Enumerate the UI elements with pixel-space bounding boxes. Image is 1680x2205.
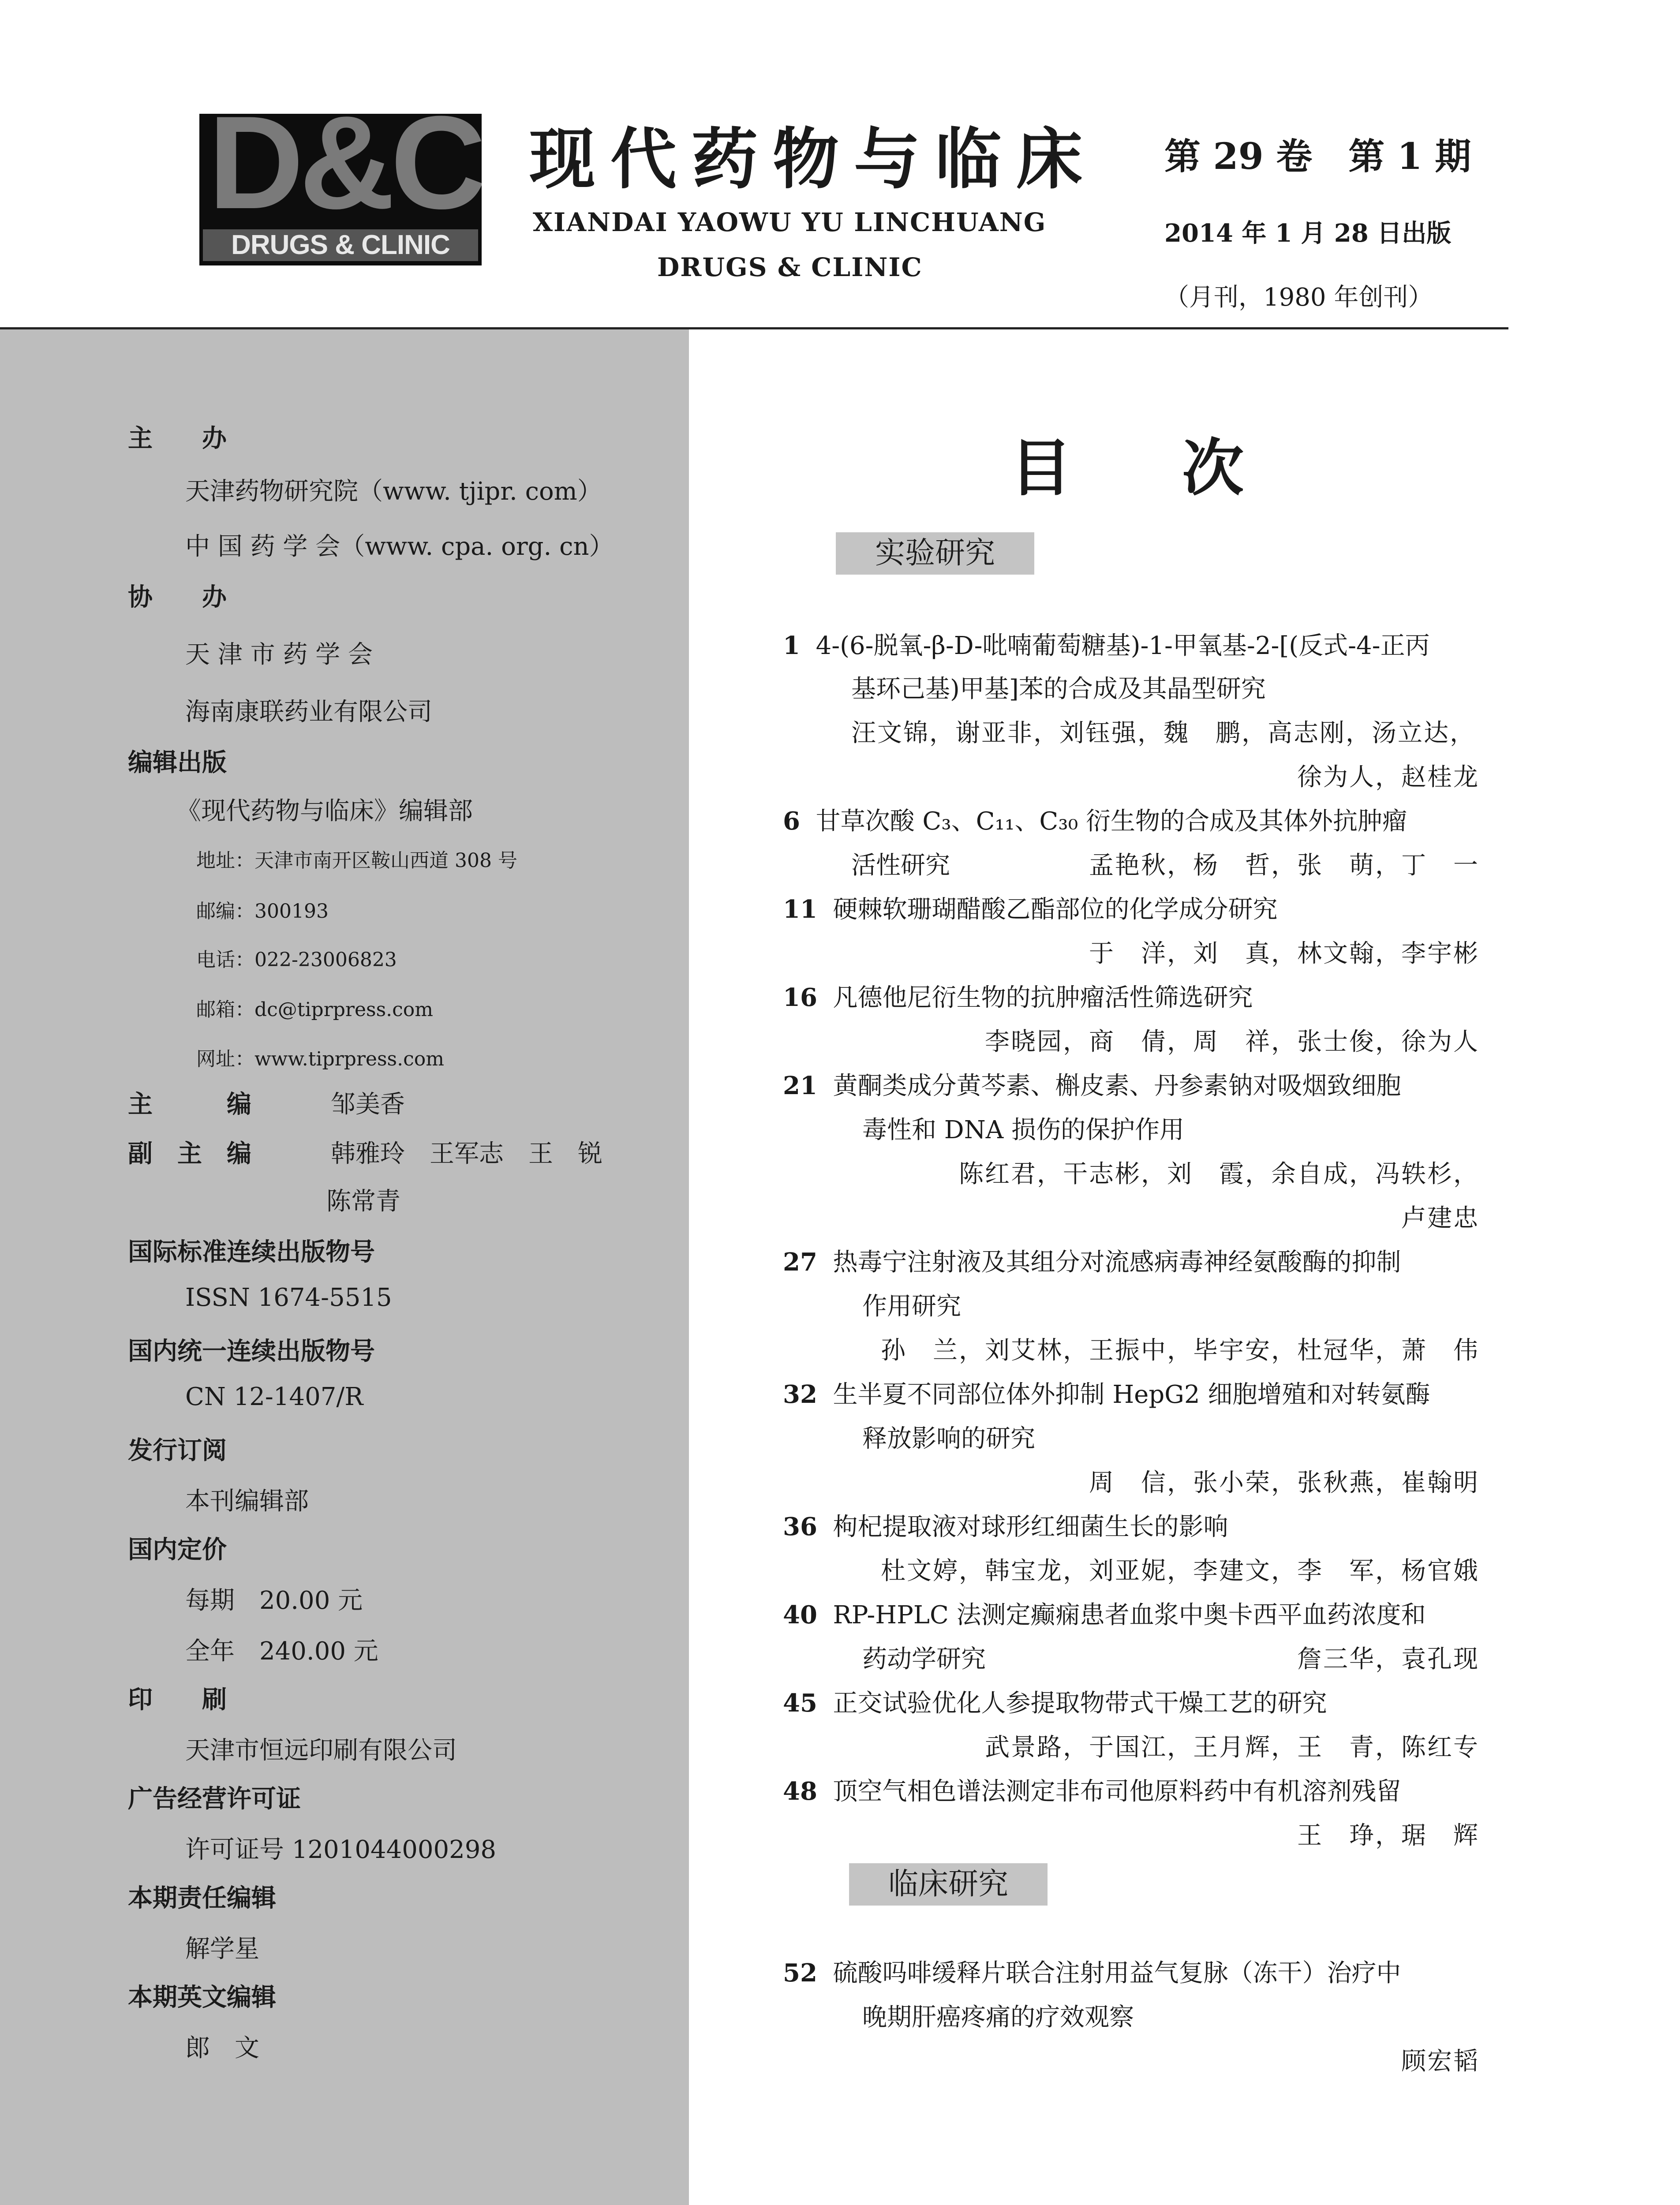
- toc-entry-authors: 孟艳秋，杨 哲，张 萌，丁 一: [1089, 851, 1479, 880]
- page-number: 21: [783, 1071, 817, 1100]
- deputy-editor-value-1: 韩雅玲 王军志 王 锐: [331, 1140, 602, 1168]
- page-number: 52: [783, 1958, 817, 1988]
- responsible-editor-label: 本期责任编辑: [128, 1884, 276, 1913]
- issn-label: 国际标准连续出版物号: [128, 1238, 375, 1267]
- toc-entry-authors: 周 信，张小荣，张秋燕，崔翰明: [1089, 1469, 1479, 1497]
- page-number: 40: [783, 1600, 817, 1629]
- toc-entry-title-cont: 释放影响的研究: [862, 1424, 1035, 1453]
- page-number: 27: [783, 1248, 817, 1277]
- issn-value: ISSN 1674-5515: [185, 1283, 392, 1312]
- toc-entry-title[interactable]: 36 枸杞提取液对球形红细菌生长的影响: [783, 1512, 1228, 1541]
- responsible-editor-value: 解学星: [185, 1935, 259, 1963]
- deputy-editor-label: 副 主 编: [128, 1140, 251, 1168]
- logo-mark: D&C: [208, 114, 482, 224]
- toc-entry-authors: 武景路，于国江，王月辉，王 青，陈红专: [985, 1733, 1479, 1762]
- toc-entry-title[interactable]: 6 甘草次酸 C₃、C₁₁、C₃₀ 衍生物的合成及其体外抗肿瘤: [783, 807, 1407, 836]
- toc-entry-title-cont: 药动学研究: [862, 1645, 986, 1674]
- page-number: 11: [783, 895, 817, 924]
- volume-issue: 第 29 卷 第 1 期: [1164, 135, 1471, 178]
- toc-entry-title-cont: 基环己基)甲基]苯的合成及其晶型研究: [851, 675, 1266, 703]
- toc-entry-authors: 杜文婷，韩宝龙，刘亚妮，李建文，李 军，杨官娥: [881, 1557, 1479, 1585]
- phone: 电话：022-23006823: [196, 949, 397, 971]
- postcode: 邮编：300193: [196, 900, 329, 923]
- journal-title-cn: 现代药物与临床: [529, 120, 1098, 198]
- toc-entry-authors: 孙 兰，刘艾林，王振中，毕宇安，杜冠华，萧 伟: [881, 1336, 1479, 1365]
- co-sponsor-1: 天 津 市 药 学 会: [185, 640, 373, 669]
- ad-license-value: 许可证号 1201044000298: [185, 1835, 496, 1864]
- toc-entry-title-cont: 作用研究: [862, 1292, 961, 1321]
- toc-entry-authors: 王 琤，琚 辉: [1297, 1821, 1479, 1850]
- toc-entry-title[interactable]: 21 黄酮类成分黄芩素、槲皮素、丹参素钠对吸烟致细胞: [783, 1071, 1401, 1100]
- price-per-issue: 每期 20.00 元: [185, 1586, 363, 1615]
- distribution-value: 本刊编辑部: [185, 1487, 309, 1516]
- page-number: 48: [783, 1777, 817, 1806]
- toc-entry-authors-cont: 徐为人，赵桂龙: [1297, 763, 1479, 792]
- toc-entry-title[interactable]: 52 硫酸吗啡缓释片联合注射用益气复脉（冻干）治疗中: [783, 1958, 1401, 1988]
- sponsor-1: 天津药物研究院（www. tjipr. com）: [185, 477, 602, 506]
- printing-label: 印 刷: [128, 1686, 227, 1714]
- section-experimental: 实验研究: [836, 532, 1034, 575]
- english-editor-value: 郎 文: [185, 2034, 259, 2063]
- toc-entry-authors: 陈红君，干志彬，刘 霞，余自成，冯轶杉，: [959, 1160, 1479, 1188]
- page-number: 36: [783, 1512, 817, 1541]
- toc-entry-title[interactable]: 16 凡德他尼衍生物的抗肿瘤活性筛选研究: [783, 983, 1253, 1012]
- address: 地址：天津市南开区鞍山西道 308 号: [196, 849, 517, 872]
- toc-entry-title-cont: 活性研究: [851, 851, 950, 880]
- toc-entry-title[interactable]: 27 热毒宁注射液及其组分对流感病毒神经氨酸酶的抑制: [783, 1248, 1401, 1277]
- toc-entry-authors: 于 洋，刘 真，林文翰，李宇彬: [1089, 939, 1479, 968]
- page-number: 1: [783, 631, 800, 660]
- publication-date: 2014 年 1 月 28 日出版: [1164, 219, 1452, 248]
- toc-entry-title[interactable]: 45 正交试验优化人参提取物带式干燥工艺的研究: [783, 1689, 1327, 1718]
- co-sponsor-2: 海南康联药业有限公司: [185, 698, 432, 726]
- toc-entry-title-cont: 晚期肝癌疼痛的疗效观察: [862, 2003, 1134, 2032]
- toc-entry-title[interactable]: 32 生半夏不同部位体外抑制 HepG2 细胞增殖和对转氨酶: [783, 1380, 1430, 1409]
- distribution-label: 发行订阅: [128, 1436, 227, 1465]
- printing-value: 天津市恒远印刷有限公司: [185, 1736, 457, 1765]
- editor-publisher-label: 编辑出版: [128, 748, 227, 777]
- chief-editor-value: 邹美香: [331, 1090, 405, 1119]
- toc-entry-authors-cont: 卢建忠: [1401, 1204, 1479, 1233]
- toc-entry-authors: 李晓园，商 倩，周 祥，张士俊，徐为人: [985, 1028, 1479, 1056]
- editor-publisher-value: 《现代药物与临床》编辑部: [176, 797, 473, 826]
- price-label: 国内定价: [128, 1536, 227, 1564]
- email: 邮箱：dc@tiprpress.com: [196, 998, 434, 1021]
- toc-entry-authors: 詹三华，袁孔现: [1297, 1645, 1479, 1674]
- deputy-editor-value-2: 陈常青: [326, 1187, 400, 1216]
- cn-value: CN 12-1407/R: [185, 1383, 363, 1411]
- co-sponsor-label: 协 办: [128, 583, 227, 612]
- toc-entry-title[interactable]: 11 硬棘软珊瑚醋酸乙酯部位的化学成分研究: [783, 895, 1278, 924]
- section-clinical: 临床研究: [849, 1863, 1048, 1906]
- ad-license-label: 广告经营许可证: [128, 1785, 301, 1813]
- logo-caption: DRUGS & CLINIC: [203, 229, 478, 261]
- toc-entry-title[interactable]: 1 4-(6-脱氧-β-D-吡喃葡萄糖基)-1-甲氧基-2-[(反式-4-正丙: [783, 631, 1430, 660]
- founded-note: （月刊，1980 年创刊）: [1164, 283, 1433, 312]
- price-per-year: 全年 240.00 元: [185, 1637, 378, 1666]
- journal-title-pinyin: XIANDAI YAOWU YU LINCHUANG: [533, 207, 1047, 237]
- toc-entry-title-cont: 毒性和 DNA 损伤的保护作用: [862, 1116, 1184, 1144]
- page-number: 45: [783, 1689, 817, 1718]
- english-editor-label: 本期英文编辑: [128, 1983, 276, 2012]
- page-number: 32: [783, 1380, 817, 1409]
- toc-entry-authors: 顾宏韬: [1401, 2047, 1479, 2076]
- journal-logo: [199, 114, 482, 265]
- sponsor-2: 中 国 药 学 会（www. cpa. org. cn）: [185, 532, 614, 561]
- page-number: 16: [783, 983, 817, 1012]
- page-number: 6: [783, 807, 800, 836]
- cn-label: 国内统一连续出版物号: [128, 1337, 375, 1366]
- sponsor-label: 主 办: [128, 424, 227, 453]
- toc-entry-title[interactable]: 48 顶空气相色谱法测定非布司他原料药中有机溶剂残留: [783, 1777, 1401, 1806]
- toc-entry-title[interactable]: 40 RP-HPLC 法测定癫痫患者血浆中奥卡西平血药浓度和: [783, 1600, 1426, 1629]
- toc-entry-authors: 汪文锦，谢亚非，刘钰强，魏 鹏，高志刚，汤立达，: [851, 719, 1476, 747]
- journal-title-en: DRUGS & CLINIC: [657, 252, 923, 282]
- toc-heading: 目次: [1010, 433, 1354, 505]
- website: 网址：www.tiprpress.com: [196, 1048, 444, 1070]
- chief-editor-label: 主 编: [128, 1090, 251, 1119]
